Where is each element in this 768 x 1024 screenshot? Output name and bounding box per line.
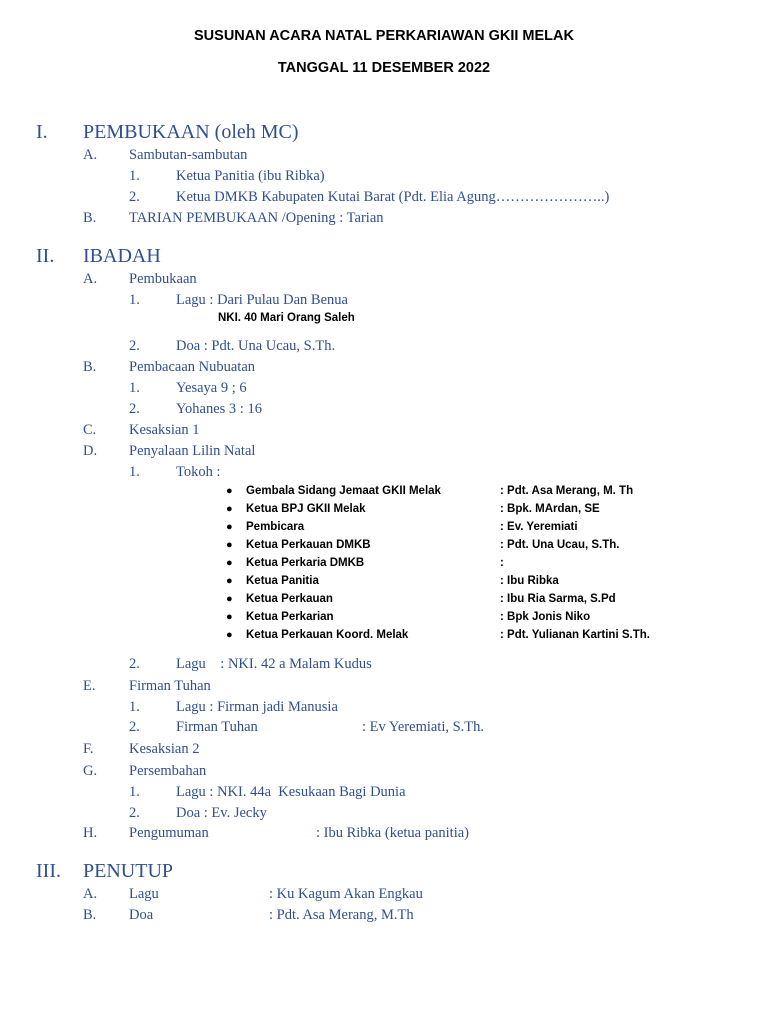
sub-item-number: 1. — [129, 380, 140, 396]
item-text: Penyalaan Lilin Natal — [129, 443, 256, 459]
sub-item-number: 1. — [129, 292, 140, 308]
section-number: II. — [36, 245, 55, 267]
item-value: : Ku Kagum Akan Engkau — [269, 886, 423, 902]
sub-item-text: Tokoh : — [176, 464, 221, 480]
bullet-value: : Bpk. MArdan, SE — [500, 503, 600, 515]
section-title: IBADAH — [83, 245, 161, 267]
bullet-icon: ● — [226, 539, 233, 551]
item-letter: G. — [83, 763, 98, 779]
bullet-icon: ● — [226, 557, 233, 569]
item-text: Persembahan — [129, 763, 207, 779]
bullet-icon: ● — [226, 485, 233, 497]
item-letter: F. — [83, 741, 94, 757]
item-letter: B. — [83, 907, 97, 923]
item-text: Pembacaan Nubuatan — [129, 359, 256, 375]
sub-item-text: Lagu : NKI. 42 a Malam Kudus — [176, 656, 372, 672]
sub-item-text: Ketua DMKB Kabupaten Kutai Barat (Pdt. Elia Agung…………………..) — [176, 189, 610, 205]
sub-item-number: 2. — [129, 719, 140, 735]
section-title: PEMBUKAAN (oleh MC) — [83, 121, 299, 143]
document-date: TANGGAL 11 DESEMBER 2022 — [277, 60, 491, 76]
item-letter: A. — [83, 147, 98, 163]
item-text: Lagu — [129, 886, 159, 902]
bullet-value: : Ev. Yeremiati — [500, 521, 578, 533]
bullet-value: : Pdt. Asa Merang, M. Th — [500, 485, 634, 497]
item-text: Pengumuman — [129, 825, 209, 841]
bullet-value: : Ibu Ribka — [500, 575, 559, 587]
bullet-icon: ● — [226, 593, 233, 605]
item-letter: E. — [83, 678, 96, 694]
sub-item-number: 2. — [129, 189, 140, 205]
document-title: SUSUNAN ACARA NATAL PERKARIAWAN GKII MELAK — [194, 28, 574, 44]
item-text: Doa — [129, 907, 154, 923]
bullet-name: Ketua Perkauan Koord. Melak — [246, 629, 409, 641]
section-title: PENUTUP — [83, 860, 174, 882]
item-letter: A. — [83, 271, 98, 287]
bullet-name: Pembicara — [246, 521, 305, 533]
item-value: : Ibu Ribka (ketua panitia) — [316, 825, 470, 841]
bullet-value: : Ibu Ria Sarma, S.Pd — [500, 593, 616, 605]
bullet-name: Gembala Sidang Jemaat GKII Melak — [246, 485, 441, 497]
sub-item-text: Doa : Ev. Jecky — [176, 805, 267, 821]
bullet-icon: ● — [226, 629, 233, 641]
item-letter: H. — [83, 825, 98, 841]
bullet-icon: ● — [226, 521, 233, 533]
bullet-value: : Bpk Jonis Niko — [500, 611, 591, 623]
bullet-value: : — [500, 557, 504, 569]
sub-item-number: 2. — [129, 805, 140, 821]
bullet-value: : Pdt. Yulianan Kartini S.Th. — [500, 629, 650, 641]
bullet-name: Ketua Perkauan DMKB — [246, 539, 371, 551]
sub-item-value: : Ev Yeremiati, S.Th. — [362, 719, 485, 735]
item-value: : Pdt. Asa Merang, M.Th — [269, 907, 414, 923]
item-text: Kesaksian 1 — [129, 422, 200, 438]
sub-item-text: Lagu : Firman jadi Manusia — [176, 699, 338, 715]
sub-item-text: Yesaya 9 ; 6 — [176, 380, 247, 396]
sub-item-text: Lagu : NKI. 44a Kesukaan Bagi Dunia — [176, 784, 406, 800]
sub-item-number: 1. — [129, 464, 140, 480]
bullet-icon: ● — [226, 611, 233, 623]
sub-item-text: Lagu : Dari Pulau Dan Benua — [176, 292, 348, 308]
bullet-name: Ketua Perkauan — [246, 593, 333, 605]
item-letter: D. — [83, 443, 98, 459]
sub-item-text: Doa : Pdt. Una Ucau, S.Th. — [176, 338, 336, 354]
sub-item-number: 2. — [129, 338, 140, 354]
item-letter: B. — [83, 359, 97, 375]
sub-item-number: 2. — [129, 401, 140, 417]
item-letter: C. — [83, 422, 97, 438]
section-number: I. — [36, 121, 48, 143]
item-text: Sambutan-sambutan — [129, 147, 248, 163]
item-text: Kesaksian 2 — [129, 741, 200, 757]
sub-item-number: 1. — [129, 699, 140, 715]
bullet-name: Ketua Perkaria DMKB — [246, 557, 365, 569]
sub-item-text: Yohanes 3 : 16 — [176, 401, 262, 417]
item-text: TARIAN PEMBUKAAN /Opening : Tarian — [129, 210, 384, 226]
sub-item-text: Ketua Panitia (ibu Ribka) — [176, 168, 325, 184]
section-number: III. — [36, 860, 61, 882]
item-letter: A. — [83, 886, 98, 902]
bullet-name: Ketua Perkarian — [246, 611, 334, 623]
bullet-icon: ● — [226, 575, 233, 587]
bullet-value: : Pdt. Una Ucau, S.Th. — [500, 539, 620, 551]
sub-item-extra: NKI. 40 Mari Orang Saleh — [218, 312, 355, 324]
sub-item-number: 2. — [129, 656, 140, 672]
item-text: Pembukaan — [129, 271, 197, 287]
bullet-name: Ketua BPJ GKII Melak — [246, 503, 366, 515]
bullet-icon: ● — [226, 503, 233, 515]
sub-item-number: 1. — [129, 168, 140, 184]
sub-item-text: Firman Tuhan — [176, 719, 258, 735]
bullet-name: Ketua Panitia — [246, 575, 319, 587]
item-letter: B. — [83, 210, 97, 226]
sub-item-number: 1. — [129, 784, 140, 800]
item-text: Firman Tuhan — [129, 678, 211, 694]
